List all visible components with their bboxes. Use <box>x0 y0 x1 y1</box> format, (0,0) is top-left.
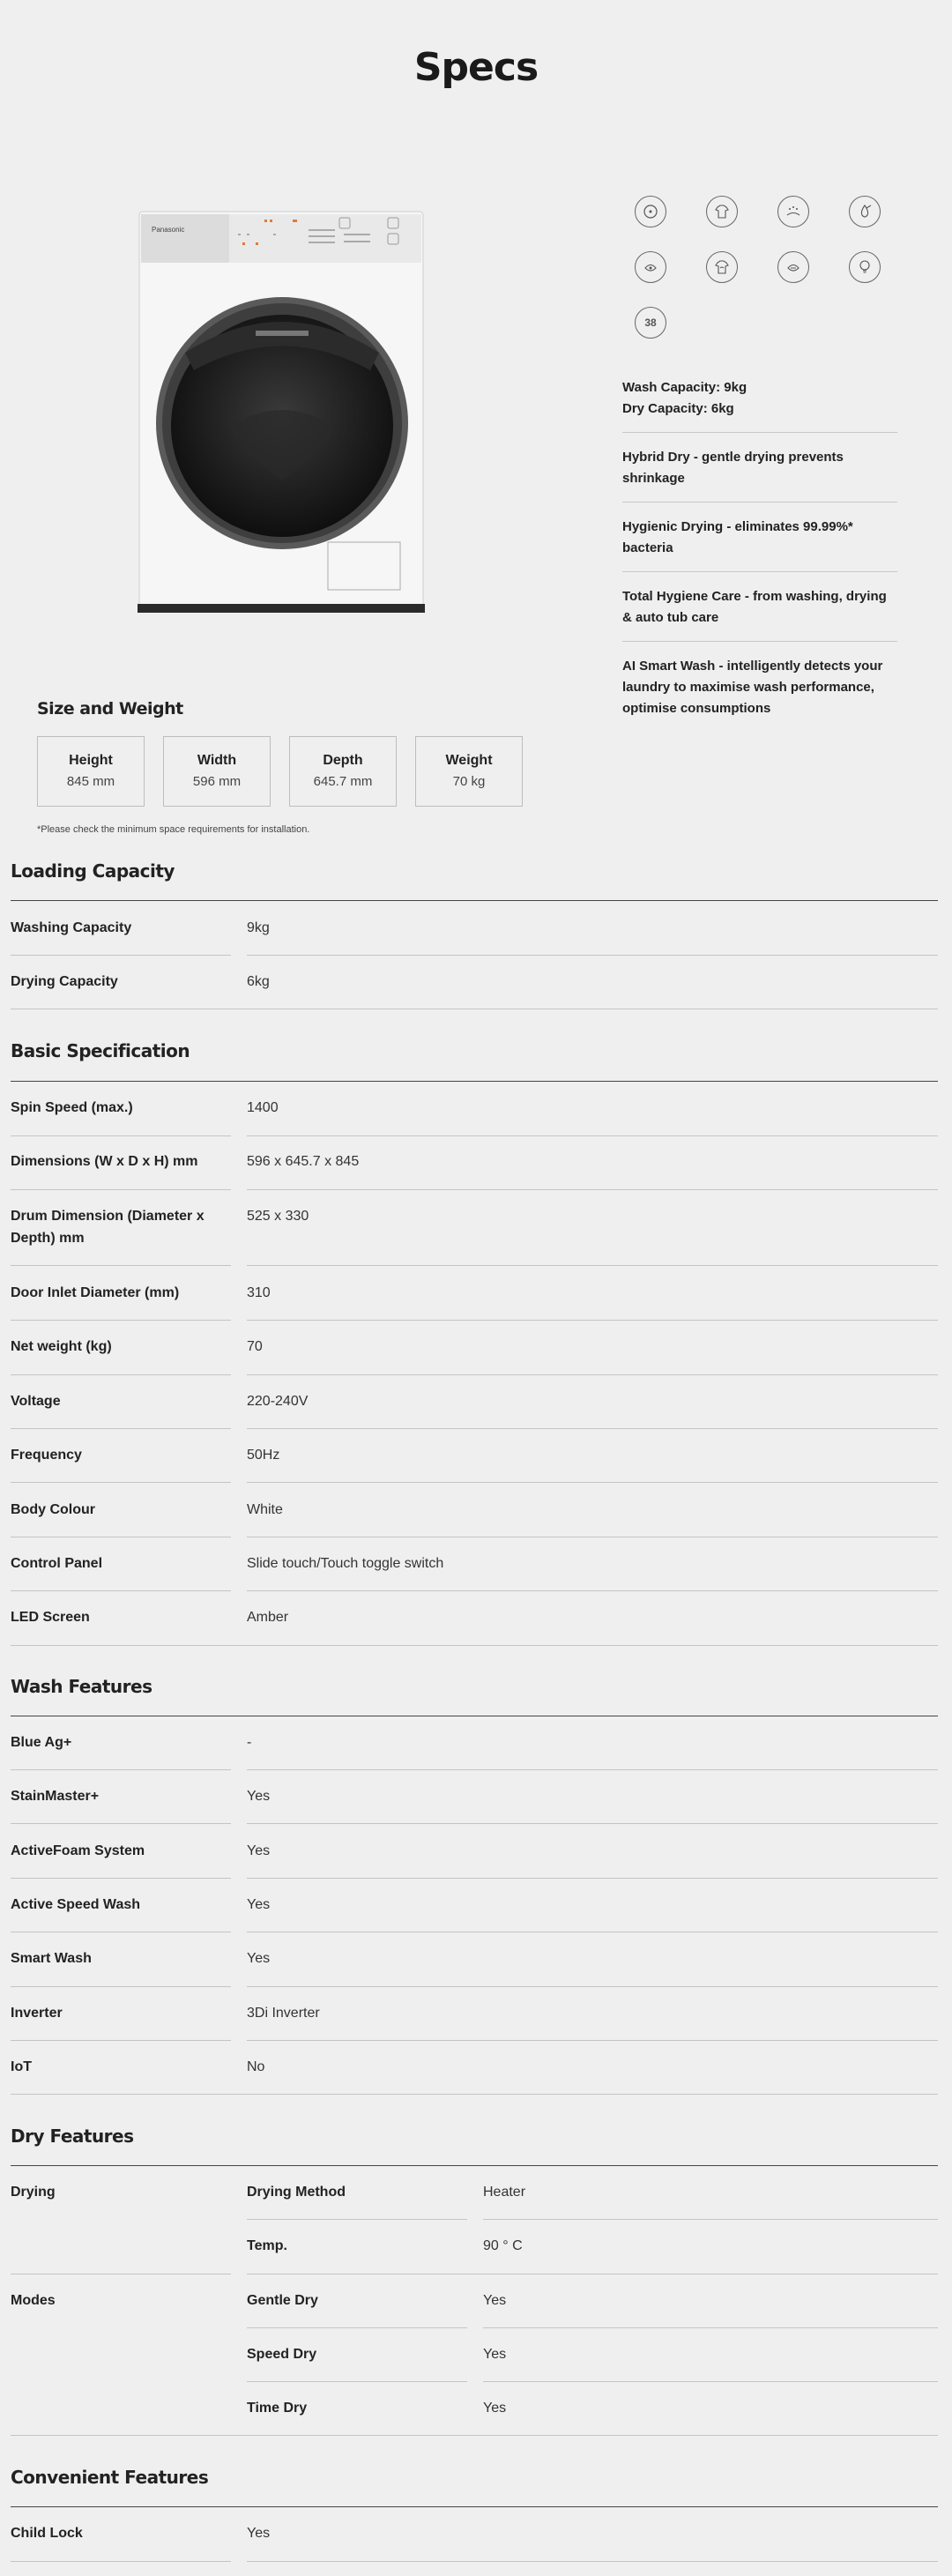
weight-label: Weight <box>445 753 493 768</box>
row-divider <box>11 1645 938 1646</box>
spec-label: Smart Wash <box>11 1951 92 1966</box>
temperature-icon: 38 <box>635 307 666 339</box>
row-divider <box>11 1265 231 1266</box>
height-box <box>37 736 145 807</box>
spec-label: StainMaster+ <box>11 1789 100 1804</box>
section-title-dry: Dry Features <box>11 2126 134 2147</box>
row-divider <box>247 1320 938 1321</box>
spec-label: Gentle Dry <box>247 2293 318 2308</box>
spec-value: 220-240V <box>247 1394 309 1409</box>
spec-label: Active Speed Wash <box>11 1897 141 1912</box>
depth-label: Depth <box>323 753 363 768</box>
care-icon <box>635 251 666 283</box>
spec-value: Yes <box>483 2401 507 2416</box>
spec-value: Yes <box>247 1843 271 1858</box>
depth-box <box>289 736 397 807</box>
row-divider <box>11 1878 231 1879</box>
weight-value: 70 kg <box>452 774 486 789</box>
row-divider <box>11 2561 231 2562</box>
row-divider <box>247 1482 938 1483</box>
section-divider <box>11 900 938 901</box>
spec-label: Blue Ag+ <box>11 1735 72 1750</box>
spec-label: LED Screen <box>11 1610 90 1625</box>
section-title-basic: Basic Specification <box>11 1040 190 1061</box>
row-divider <box>11 1823 231 1824</box>
spec-label: Drying Capacity <box>11 974 118 989</box>
spec-value: Yes <box>247 1951 271 1966</box>
spec-label: Child Lock <box>11 2526 83 2541</box>
row-divider <box>247 2381 467 2382</box>
spec-group-label: Drying <box>11 2185 56 2200</box>
section-divider <box>11 2506 938 2507</box>
spec-value: 9kg <box>247 920 270 935</box>
spec-value: Yes <box>483 2347 507 2362</box>
row-divider <box>11 1428 231 1429</box>
row-divider <box>247 2219 467 2220</box>
page-title: Specs <box>413 45 539 91</box>
spec-label: Frequency <box>11 1448 82 1463</box>
features-list <box>622 374 897 742</box>
spec-label: Drying Method <box>247 2185 346 2200</box>
row-divider <box>11 2040 231 2041</box>
row-divider <box>11 2435 938 2436</box>
row-divider <box>483 2327 938 2328</box>
row-divider <box>247 1265 938 1266</box>
spec-value: Yes <box>247 2526 271 2541</box>
row-divider <box>11 1189 231 1190</box>
ai-wash-icon <box>777 251 809 283</box>
spec-label: Temp. <box>247 2238 287 2253</box>
size-weight-title: Size and Weight <box>37 699 183 718</box>
feature-item: Total Hygiene Care - from washing, drying & auto tub care <box>622 583 897 642</box>
size-weight-note: *Please check the minimum space requirements for installation. <box>37 824 310 835</box>
spec-label: Washing Capacity <box>11 920 132 935</box>
row-divider <box>11 955 231 956</box>
row-divider <box>247 1428 938 1429</box>
hygiene-icon <box>777 196 809 227</box>
section-title-loading: Loading Capacity <box>11 860 175 882</box>
spec-value: 6kg <box>247 974 270 989</box>
width-box <box>163 736 271 807</box>
section-divider <box>11 1081 938 1082</box>
row-divider <box>483 2219 938 2220</box>
spec-label: Voltage <box>11 1394 61 1409</box>
feature-item: Wash Capacity: 9kg Dry Capacity: 6kg <box>622 374 897 433</box>
row-divider <box>247 1986 938 1987</box>
spec-label: Inverter <box>11 2006 63 2021</box>
bulb-icon <box>849 251 881 283</box>
spec-label: IoT <box>11 2059 32 2074</box>
row-divider <box>247 1769 938 1770</box>
spec-value: Heater <box>483 2185 526 2200</box>
product-image <box>132 207 432 626</box>
height-label: Height <box>69 753 113 768</box>
spec-label: Time Dry <box>247 2401 308 2416</box>
row-divider <box>11 1769 231 1770</box>
row-divider <box>247 1878 938 1879</box>
row-divider <box>247 2561 938 2562</box>
spec-label: Door Inlet Diameter (mm) <box>11 1285 180 1300</box>
spec-label: Drum Dimension (Diameter x Depth) mm <box>11 1209 205 1246</box>
row-divider <box>11 1482 231 1483</box>
section-title-wash: Wash Features <box>11 1676 152 1697</box>
spec-value: Yes <box>483 2293 507 2308</box>
drop-icon <box>849 196 881 227</box>
row-divider <box>11 1986 231 1987</box>
spec-label: Dimensions (W x D x H) mm <box>11 1154 198 1169</box>
weight-box <box>415 736 523 807</box>
row-divider <box>247 2040 938 2041</box>
spec-label: ActiveFoam System <box>11 1843 145 1858</box>
row-divider <box>11 1374 231 1375</box>
spec-value: White <box>247 1502 283 1517</box>
spec-value: 1400 <box>247 1100 279 1115</box>
spec-value: No <box>247 2059 265 2074</box>
row-divider <box>247 1189 938 1190</box>
width-label: Width <box>197 753 237 768</box>
section-divider <box>11 2165 938 2166</box>
program-dial-icon <box>635 196 666 227</box>
spec-value: 70 <box>247 1339 263 1354</box>
section-title-convenient: Convenient Features <box>11 2467 209 2488</box>
row-divider <box>11 1320 231 1321</box>
depth-value: 645.7 mm <box>313 774 373 789</box>
spec-value: 3Di Inverter <box>247 2006 320 2021</box>
spec-group-label: Modes <box>11 2293 56 2308</box>
spec-value: 596 x 645.7 x 845 <box>247 1154 360 1169</box>
feature-item: AI Smart Wash - intelligently detects your laundry to maximise wash performance, optimise consumptions <box>622 659 883 716</box>
row-divider <box>11 2094 938 2095</box>
spec-value: Yes <box>247 1897 271 1912</box>
spec-value: 50Hz <box>247 1448 280 1463</box>
row-divider <box>483 2381 938 2382</box>
row-divider <box>247 2327 467 2328</box>
feature-item: Hybrid Dry - gentle drying prevents shrinkage <box>622 443 897 503</box>
spec-value: 525 x 330 <box>247 1209 309 1224</box>
row-divider <box>247 955 938 956</box>
row-divider <box>247 1374 938 1375</box>
spec-value: 90 ° C <box>483 2238 523 2253</box>
spec-label: Body Colour <box>11 1502 95 1517</box>
spec-label: Control Panel <box>11 1556 103 1571</box>
brand-logo: Panasonic <box>152 226 185 234</box>
row-divider <box>247 1590 938 1591</box>
spec-value: 310 <box>247 1285 271 1300</box>
spec-value: Slide touch/Touch toggle switch <box>247 1556 444 1571</box>
row-divider <box>11 1135 231 1136</box>
spec-value: Amber <box>247 1610 289 1625</box>
row-divider <box>247 1135 938 1136</box>
height-value: 845 mm <box>66 774 115 789</box>
shirt-icon <box>706 196 738 227</box>
row-divider <box>11 1590 231 1591</box>
spec-label: Spin Speed (max.) <box>11 1100 133 1115</box>
spec-value: - <box>247 1735 252 1750</box>
width-value: 596 mm <box>192 774 242 789</box>
spec-label: Speed Dry <box>247 2347 317 2362</box>
feature-item: Hygienic Drying - eliminates 99.99%* bacteria <box>622 513 897 572</box>
row-divider <box>247 1823 938 1824</box>
shirt-dry-icon <box>706 251 738 283</box>
spec-label: Net weight (kg) <box>11 1339 112 1354</box>
spec-value: Yes <box>247 1789 271 1804</box>
